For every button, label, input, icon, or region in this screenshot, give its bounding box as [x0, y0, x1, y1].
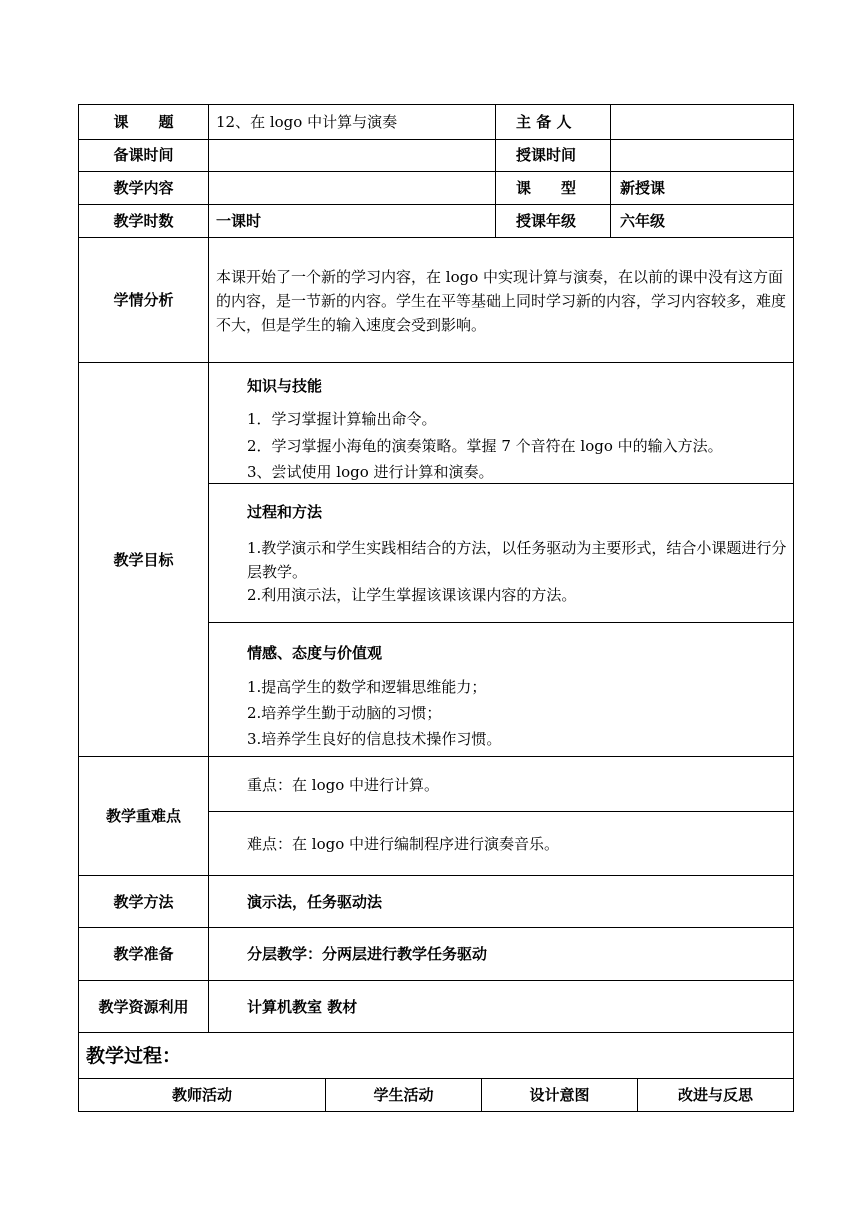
border-col-label	[208, 104, 209, 1033]
border-goal-2	[208, 622, 794, 623]
type-value: 新授课	[620, 179, 666, 197]
resources-label: 教学资源利用	[98, 998, 189, 1016]
border-row-6	[78, 756, 794, 757]
border-bottom	[78, 1111, 794, 1112]
border-key-split	[208, 811, 794, 812]
emotion-title: 情感、态度与价值观	[247, 644, 383, 662]
process-item-1: 1.教学演示和学生实践相结合的方法，以任务驱动为主要形式，结合小课题进行分层教学。	[247, 539, 787, 581]
column-teacher: 教师活动	[171, 1086, 232, 1104]
key-points-label: 教学重难点	[105, 807, 181, 825]
border-row-4	[78, 237, 794, 238]
hours-value: 一课时	[216, 212, 262, 230]
preparation-value: 分层教学：分两层进行教学任务驱动	[247, 945, 488, 963]
grade-label: 授课年级	[516, 212, 577, 230]
border-row-3	[78, 204, 794, 205]
emotion-item-2: 2.培养学生勤于动脑的习惯；	[247, 704, 442, 722]
type-label: 课 型	[516, 179, 577, 197]
process-item-2: 2.利用演示法，让学生掌握该课该课内容的方法。	[247, 586, 577, 604]
column-design: 设计意图	[529, 1086, 590, 1104]
hours-label: 教学时数	[113, 212, 174, 230]
preparer-label: 主 备 人	[516, 113, 572, 131]
border-col-mid	[495, 104, 496, 238]
knowledge-item-2: 2．学习掌握小海龟的演奏策略。掌握 7 个音符在 logo 中的输入方法。	[247, 437, 723, 455]
column-reflection: 改进与反思	[677, 1086, 753, 1104]
process-section-title: 教学过程：	[86, 1045, 182, 1067]
column-student: 学生活动	[373, 1086, 434, 1104]
emotion-item-1: 1.提高学生的数学和逻辑思维能力；	[247, 678, 487, 696]
key-point: 重点：在 logo 中进行计算。	[247, 776, 439, 794]
method-value: 演示法，任务驱动法	[247, 893, 383, 911]
analysis-text: 本课开始了一个新的学习内容，在 logo 中实现计算与演奏，在以前的课中没有这方面的内容，是一节新的内容。学生在平等基础上同时学习新的内容，学习内容较多，难度不大，但是学生的输入速度会受到影响。	[216, 268, 787, 334]
process-title: 过程和方法	[247, 503, 323, 521]
content-label: 教学内容	[113, 179, 174, 197]
knowledge-item-3: 3、尝试使用 logo 进行计算和演奏。	[247, 463, 494, 481]
method-label: 教学方法	[113, 893, 174, 911]
goals-label: 教学目标	[113, 551, 174, 569]
border-row-7	[78, 875, 794, 876]
border-goal-1	[208, 483, 794, 484]
topic-label: 课 题	[113, 113, 174, 131]
border-row-10	[78, 1032, 794, 1033]
knowledge-item-1: 1．学习掌握计算输出命令。	[247, 410, 437, 428]
grade-value: 六年级	[620, 212, 666, 230]
difficult-point: 难点：在 logo 中进行编制程序进行演奏音乐。	[247, 835, 559, 853]
border-row-1	[78, 139, 794, 140]
border-row-2	[78, 171, 794, 172]
topic-value: 12、在 logo 中计算与演奏	[216, 113, 398, 131]
emotion-item-3: 3.培养学生良好的信息技术操作习惯。	[247, 730, 502, 748]
knowledge-title: 知识与技能	[247, 377, 323, 395]
border-row-8	[78, 927, 794, 928]
border-right	[793, 104, 794, 1112]
border-row-9	[78, 980, 794, 981]
border-top	[78, 104, 794, 105]
analysis-label: 学情分析	[113, 291, 174, 309]
preparation-label: 教学准备	[113, 945, 174, 963]
border-row-5	[78, 362, 794, 363]
prep-time-label: 备课时间	[113, 146, 174, 164]
border-row-11	[78, 1078, 794, 1079]
resources-value: 计算机教室 教材	[247, 998, 358, 1016]
teach-time-label: 授课时间	[516, 146, 577, 164]
border-col-right	[610, 104, 611, 238]
